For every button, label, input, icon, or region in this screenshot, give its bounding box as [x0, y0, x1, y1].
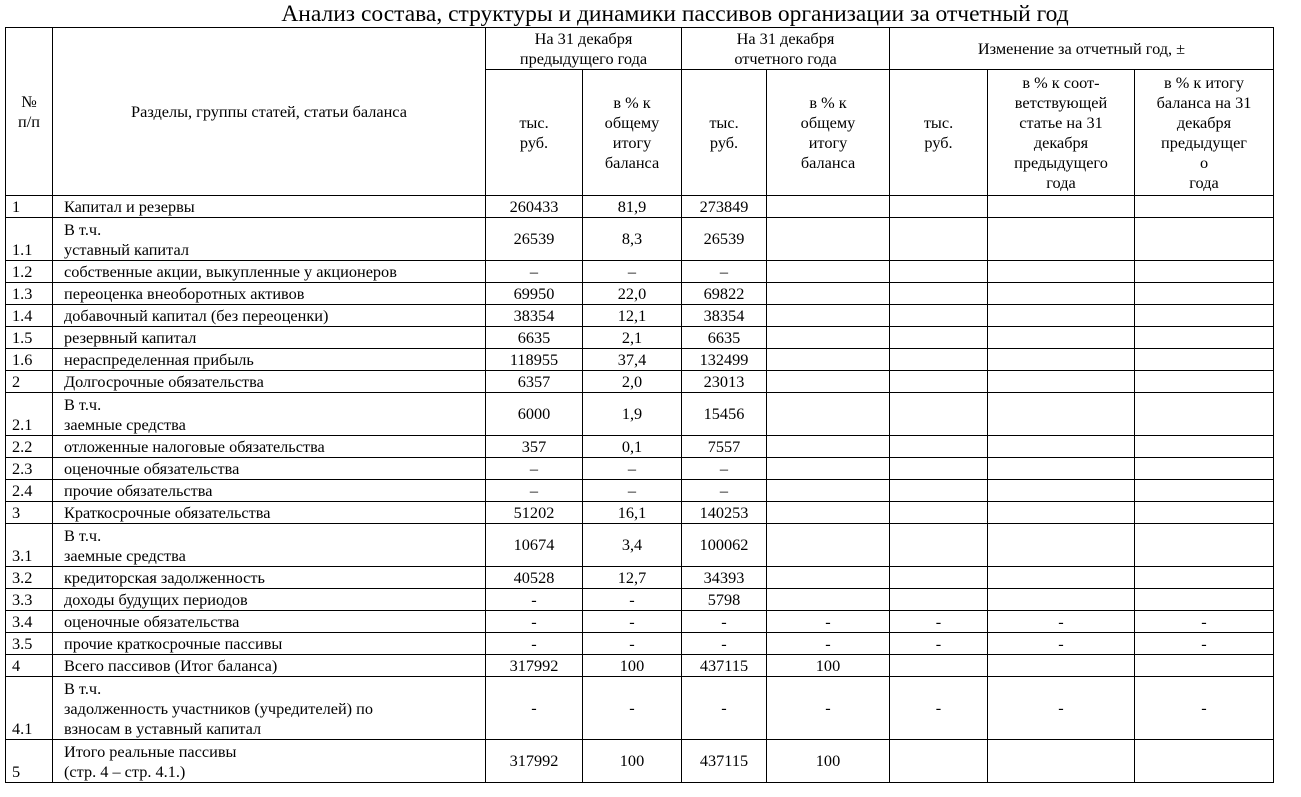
change-pct-item-cell: -	[988, 611, 1135, 633]
change-abs-cell	[890, 567, 988, 589]
table-row	[6, 393, 1274, 436]
row-number: 1.4	[6, 305, 53, 327]
header-prev-abs: тыс. руб.	[486, 70, 583, 196]
table-row	[6, 371, 1274, 393]
change-pct-item-cell	[988, 218, 1135, 261]
cur-pct-cell	[767, 371, 890, 393]
row-name-line: В т.ч.	[64, 526, 102, 545]
prev-pct-cell: –	[583, 261, 682, 283]
row-name-line: оценочные обязательства	[64, 459, 240, 478]
cur-pct-cell	[767, 502, 890, 524]
row-name	[53, 740, 486, 783]
change-pct-total-cell: -	[1135, 633, 1274, 655]
prev-abs-cell: 260433	[486, 196, 583, 218]
prev-pct-cell: -	[583, 611, 682, 633]
cur-abs-cell: 23013	[682, 371, 767, 393]
row-name-line: заемные средства	[64, 546, 186, 565]
table-body	[6, 196, 1274, 783]
row-name-line: собственные акции, выкупленные у акционеров	[64, 262, 397, 281]
row-name-line: доходы будущих периодов	[64, 590, 248, 609]
change-abs-cell	[890, 261, 988, 283]
row-name-line: В т.ч.	[64, 395, 102, 414]
table-row	[6, 480, 1274, 502]
prev-pct-cell: –	[583, 458, 682, 480]
change-pct-item-cell	[988, 283, 1135, 305]
row-name-line: заемные средства	[64, 415, 186, 434]
change-abs-cell	[890, 349, 988, 371]
row-name-line: Капитал и резервы	[64, 197, 195, 216]
cur-abs-cell: 100062	[682, 524, 767, 567]
change-pct-total-cell	[1135, 196, 1274, 218]
row-name	[53, 393, 486, 436]
prev-pct-cell: 22,0	[583, 283, 682, 305]
cur-pct-cell	[767, 393, 890, 436]
cur-pct-cell: 100	[767, 655, 890, 677]
row-number: 2	[6, 371, 53, 393]
row-name	[53, 502, 486, 524]
row-name-line: кредиторская задолженность	[64, 568, 265, 587]
cur-abs-cell: 5798	[682, 589, 767, 611]
prev-abs-cell: -	[486, 589, 583, 611]
row-name-line: Всего пассивов (Итог баланса)	[64, 656, 278, 675]
cur-pct-cell	[767, 305, 890, 327]
row-name-line: уставный капитал	[64, 240, 189, 259]
change-pct-item-cell	[988, 567, 1135, 589]
change-abs-cell	[890, 655, 988, 677]
cur-pct-cell	[767, 589, 890, 611]
cur-pct-cell: -	[767, 611, 890, 633]
row-name	[53, 633, 486, 655]
table-row	[6, 611, 1274, 633]
change-pct-total-cell	[1135, 480, 1274, 502]
table-row	[6, 677, 1274, 740]
prev-abs-cell: 6635	[486, 327, 583, 349]
prev-abs-cell: –	[486, 458, 583, 480]
change-pct-item-cell: -	[988, 677, 1135, 740]
header-prev-pct: в % к общему итогу баланса	[583, 70, 682, 196]
row-name	[53, 196, 486, 218]
prev-abs-cell: –	[486, 261, 583, 283]
row-name	[53, 567, 486, 589]
change-pct-total-cell	[1135, 261, 1274, 283]
row-number: 3.2	[6, 567, 53, 589]
change-pct-total-cell: -	[1135, 677, 1274, 740]
prev-pct-cell: -	[583, 589, 682, 611]
cur-pct-cell	[767, 283, 890, 305]
row-name-line: прочие обязательства	[64, 481, 213, 500]
cur-abs-cell: –	[682, 458, 767, 480]
cur-abs-cell: 6635	[682, 327, 767, 349]
row-number: 3.5	[6, 633, 53, 655]
change-abs-cell: -	[890, 677, 988, 740]
row-name	[53, 349, 486, 371]
prev-abs-cell: 317992	[486, 740, 583, 783]
prev-pct-cell: 12,7	[583, 567, 682, 589]
prev-pct-cell: -	[583, 677, 682, 740]
cur-abs-cell: 140253	[682, 502, 767, 524]
table-row	[6, 218, 1274, 261]
cur-pct-cell	[767, 458, 890, 480]
prev-pct-cell: 100	[583, 740, 682, 783]
row-name-line: оценочные обязательства	[64, 612, 240, 631]
row-name-line: прочие краткосрочные пассивы	[64, 634, 283, 653]
change-pct-item-cell	[988, 458, 1135, 480]
prev-abs-cell: 118955	[486, 349, 583, 371]
table-row	[6, 349, 1274, 371]
row-name-line: Итого реальные пассивы	[64, 742, 237, 761]
cur-pct-cell	[767, 327, 890, 349]
header-section: Разделы, группы статей, статьи баланса	[53, 28, 486, 196]
table-row	[6, 436, 1274, 458]
row-name-line: задолженность участников (учредителей) по	[64, 699, 374, 718]
change-abs-cell: -	[890, 611, 988, 633]
prev-pct-cell: 0,1	[583, 436, 682, 458]
change-pct-total-cell	[1135, 589, 1274, 611]
prev-pct-cell: 37,4	[583, 349, 682, 371]
row-name	[53, 371, 486, 393]
prev-pct-cell: 100	[583, 655, 682, 677]
change-abs-cell	[890, 480, 988, 502]
change-abs-cell: -	[890, 633, 988, 655]
cur-abs-cell: 15456	[682, 393, 767, 436]
prev-abs-cell: 40528	[486, 567, 583, 589]
prev-abs-cell: -	[486, 677, 583, 740]
cur-pct-cell	[767, 567, 890, 589]
cur-abs-cell: 132499	[682, 349, 767, 371]
row-name	[53, 611, 486, 633]
table-row	[6, 524, 1274, 567]
header-prev-year: На 31 декабря предыдущего года	[486, 28, 682, 70]
row-name	[53, 283, 486, 305]
cur-abs-cell: -	[682, 633, 767, 655]
row-name-line: В т.ч.	[64, 220, 102, 239]
change-pct-item-cell	[988, 740, 1135, 783]
prev-pct-cell: 2,0	[583, 371, 682, 393]
prev-pct-cell: 1,9	[583, 393, 682, 436]
change-pct-item-cell	[988, 371, 1135, 393]
change-pct-total-cell	[1135, 305, 1274, 327]
table-row	[6, 633, 1274, 655]
cur-abs-cell: 273849	[682, 196, 767, 218]
prev-abs-cell: 357	[486, 436, 583, 458]
prev-pct-cell: 12,1	[583, 305, 682, 327]
row-number: 5	[6, 740, 53, 783]
change-pct-total-cell	[1135, 393, 1274, 436]
change-pct-item-cell	[988, 393, 1135, 436]
header-change-abs: тыс. руб.	[890, 70, 988, 196]
change-abs-cell	[890, 371, 988, 393]
change-pct-total-cell	[1135, 436, 1274, 458]
row-name	[53, 305, 486, 327]
prev-pct-cell: –	[583, 480, 682, 502]
row-name-line: В т.ч.	[64, 679, 102, 698]
header-change: Изменение за отчетный год, ±	[890, 28, 1274, 70]
prev-pct-cell: 16,1	[583, 502, 682, 524]
cur-abs-cell: 7557	[682, 436, 767, 458]
header-current-year: На 31 декабря отчетного года	[682, 28, 890, 70]
change-pct-item-cell	[988, 524, 1135, 567]
change-pct-item-cell: -	[988, 633, 1135, 655]
prev-abs-cell: 51202	[486, 502, 583, 524]
table-row	[6, 327, 1274, 349]
change-abs-cell	[890, 589, 988, 611]
change-pct-total-cell	[1135, 655, 1274, 677]
table-row	[6, 567, 1274, 589]
table-row	[6, 458, 1274, 480]
page-title: Анализ состава, структуры и динамики пассивов организации за отчетный год	[281, 1, 1069, 27]
change-pct-item-cell	[988, 502, 1135, 524]
cur-pct-cell	[767, 261, 890, 283]
cur-pct-cell	[767, 480, 890, 502]
cur-pct-cell	[767, 196, 890, 218]
prev-pct-cell: 8,3	[583, 218, 682, 261]
prev-abs-cell: 10674	[486, 524, 583, 567]
row-name-line: Краткосрочные обязательства	[64, 503, 271, 522]
cur-abs-cell: 38354	[682, 305, 767, 327]
table-row	[6, 283, 1274, 305]
row-name	[53, 677, 486, 740]
change-abs-cell	[890, 305, 988, 327]
row-number: 4.1	[6, 677, 53, 740]
row-number: 1.5	[6, 327, 53, 349]
change-abs-cell	[890, 436, 988, 458]
row-number: 1.6	[6, 349, 53, 371]
change-abs-cell	[890, 458, 988, 480]
row-name	[53, 436, 486, 458]
change-pct-total-cell	[1135, 349, 1274, 371]
change-abs-cell	[890, 393, 988, 436]
prev-abs-cell: 6357	[486, 371, 583, 393]
row-number: 3.1	[6, 524, 53, 567]
change-pct-item-cell	[988, 436, 1135, 458]
row-name	[53, 655, 486, 677]
cur-abs-cell: –	[682, 480, 767, 502]
row-name	[53, 524, 486, 567]
change-pct-item-cell	[988, 655, 1135, 677]
cur-abs-cell: 437115	[682, 655, 767, 677]
prev-pct-cell: 3,4	[583, 524, 682, 567]
row-number: 4	[6, 655, 53, 677]
table-row	[6, 589, 1274, 611]
cur-abs-cell: -	[682, 677, 767, 740]
change-pct-total-cell	[1135, 740, 1274, 783]
row-number: 2.3	[6, 458, 53, 480]
row-number: 3.3	[6, 589, 53, 611]
change-pct-total-cell	[1135, 567, 1274, 589]
row-number: 1.2	[6, 261, 53, 283]
row-number: 2.2	[6, 436, 53, 458]
header-change-pct-item: в % к соот- ветствующей статье на 31 декабря предыдущего года	[988, 70, 1135, 196]
change-pct-total-cell	[1135, 458, 1274, 480]
header-cur-abs: тыс. руб.	[682, 70, 767, 196]
cur-abs-cell: 26539	[682, 218, 767, 261]
row-number: 1.1	[6, 218, 53, 261]
prev-pct-cell: 2,1	[583, 327, 682, 349]
change-pct-total-cell	[1135, 371, 1274, 393]
row-name-line: добавочный капитал (без переоценки)	[64, 306, 329, 325]
row-number: 3.4	[6, 611, 53, 633]
row-number: 1	[6, 196, 53, 218]
change-abs-cell	[890, 196, 988, 218]
change-abs-cell	[890, 327, 988, 349]
table-row	[6, 655, 1274, 677]
table-row	[6, 502, 1274, 524]
cur-pct-cell: -	[767, 633, 890, 655]
table-row	[6, 196, 1274, 218]
cur-abs-cell: 437115	[682, 740, 767, 783]
change-pct-total-cell	[1135, 524, 1274, 567]
table-row	[6, 261, 1274, 283]
change-pct-item-cell	[988, 589, 1135, 611]
cur-abs-cell: 34393	[682, 567, 767, 589]
prev-abs-cell: 38354	[486, 305, 583, 327]
prev-pct-cell: 81,9	[583, 196, 682, 218]
row-name	[53, 589, 486, 611]
row-number: 2.1	[6, 393, 53, 436]
prev-pct-cell: -	[583, 633, 682, 655]
row-number: 1.3	[6, 283, 53, 305]
cur-pct-cell	[767, 218, 890, 261]
cur-pct-cell	[767, 524, 890, 567]
row-name	[53, 480, 486, 502]
row-name-line: нераспределенная прибыль	[64, 350, 254, 369]
change-pct-item-cell	[988, 196, 1135, 218]
row-name-line: резервный капитал	[64, 328, 197, 347]
row-name	[53, 327, 486, 349]
change-pct-total-cell: -	[1135, 611, 1274, 633]
prev-abs-cell: 6000	[486, 393, 583, 436]
row-number: 2.4	[6, 480, 53, 502]
change-abs-cell	[890, 502, 988, 524]
change-pct-total-cell	[1135, 218, 1274, 261]
row-name	[53, 261, 486, 283]
prev-abs-cell: 69950	[486, 283, 583, 305]
cur-abs-cell: -	[682, 611, 767, 633]
change-pct-item-cell	[988, 261, 1135, 283]
liabilities-table	[5, 27, 1274, 783]
cur-abs-cell: 69822	[682, 283, 767, 305]
cur-pct-cell	[767, 436, 890, 458]
cur-pct-cell: 100	[767, 740, 890, 783]
table-row	[6, 305, 1274, 327]
change-pct-total-cell	[1135, 502, 1274, 524]
row-name-line: переоценка внеоборотных активов	[64, 284, 305, 303]
row-name-line: взносам в уставный капитал	[64, 719, 262, 738]
header-cur-pct: в % к общему итогу баланса	[767, 70, 890, 196]
prev-abs-cell: -	[486, 611, 583, 633]
cur-pct-cell: -	[767, 677, 890, 740]
header-change-pct-total: в % к итогу баланса на 31 декабря предыдущег о года	[1135, 70, 1274, 196]
change-pct-item-cell	[988, 327, 1135, 349]
row-name	[53, 218, 486, 261]
row-name	[53, 458, 486, 480]
row-name-line: (стр. 4 – стр. 4.1.)	[64, 762, 186, 781]
header-number: № п/п	[6, 28, 53, 196]
cur-pct-cell	[767, 349, 890, 371]
prev-abs-cell: -	[486, 633, 583, 655]
table-row	[6, 740, 1274, 783]
change-abs-cell	[890, 740, 988, 783]
change-pct-item-cell	[988, 349, 1135, 371]
cur-abs-cell: –	[682, 261, 767, 283]
row-name-line: Долгосрочные обязательства	[64, 372, 264, 391]
change-abs-cell	[890, 524, 988, 567]
change-abs-cell	[890, 283, 988, 305]
change-pct-total-cell	[1135, 327, 1274, 349]
prev-abs-cell: 317992	[486, 655, 583, 677]
change-pct-total-cell	[1135, 283, 1274, 305]
row-name-line: отложенные налоговые обязательства	[64, 437, 325, 456]
change-abs-cell	[890, 218, 988, 261]
prev-abs-cell: 26539	[486, 218, 583, 261]
change-pct-item-cell	[988, 480, 1135, 502]
change-pct-item-cell	[988, 305, 1135, 327]
prev-abs-cell: –	[486, 480, 583, 502]
row-number: 3	[6, 502, 53, 524]
